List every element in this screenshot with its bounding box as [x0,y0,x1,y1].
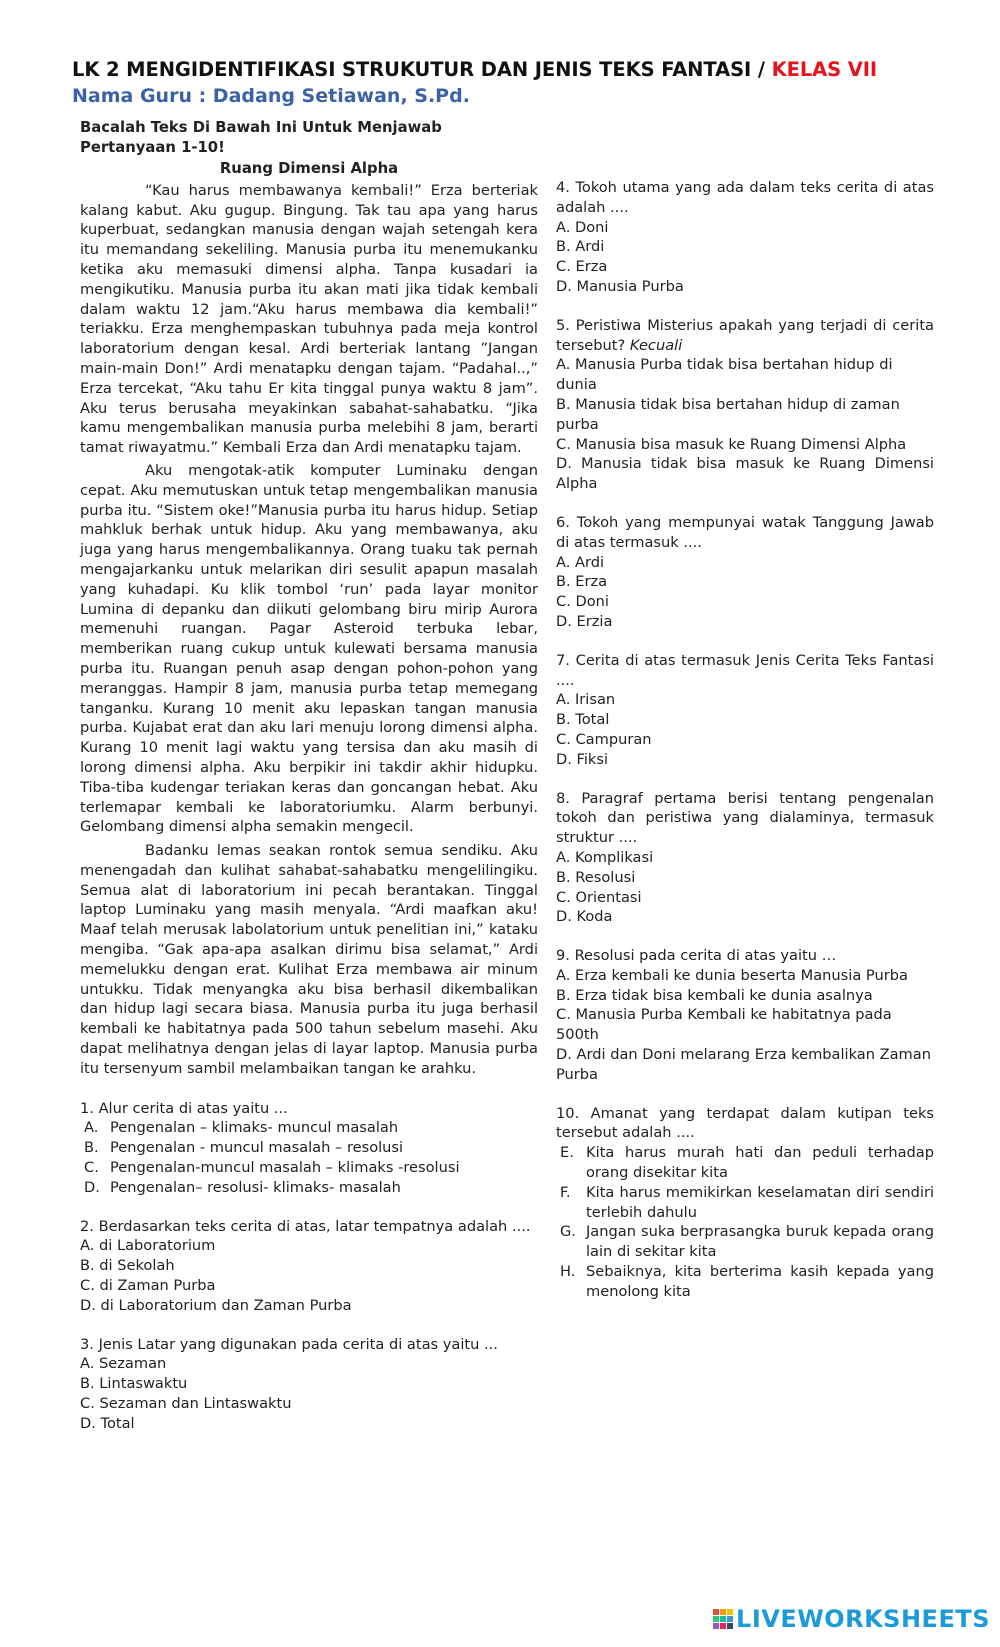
option-letter: B. [84,1139,99,1157]
question-text: 7. Cerita di atas termasuk Jenis Cerita Teks Fantasi .... [556,651,934,689]
option[interactable]: B. Total [556,711,610,729]
option-text: Kita harus memikirkan keselamatan diri sendiri terlebih dahulu [586,1183,934,1221]
option-letter: A. [84,1119,99,1137]
question-text-main: 5. Peristiwa Misterius apakah yang terjadi di cerita tersebut? [556,316,934,354]
option[interactable]: D. Koda [556,908,613,926]
question-6 [556,513,934,632]
option-letter: G. [560,1223,576,1241]
liveworksheets-logo[interactable] [713,1605,990,1633]
option-text: Sebaiknya, kita berterima kasih kepada yang menolong kita [586,1263,934,1300]
option[interactable]: D. Erzia [556,612,613,630]
option-text: Pengenalan-muncul masalah – klimaks -resolusi [110,1159,460,1177]
logo-square [720,1616,726,1622]
question-4 [556,178,934,297]
worksheet-title [72,58,952,81]
story-title: Ruang Dimensi Alpha [219,160,399,177]
option-text: Pengenalan - muncul masalah – resolusi [110,1139,404,1157]
logo-square [720,1623,726,1629]
option-letter: E. [560,1144,574,1162]
question-3 [80,1335,538,1434]
right-column [556,178,934,1321]
option[interactable]: A. di Laboratorium [80,1237,216,1255]
option[interactable]: A. Doni [556,218,609,236]
question-9 [556,946,934,1085]
option[interactable] [80,1178,538,1198]
option[interactable] [556,1262,934,1302]
option[interactable]: A. Erza kembali ke dunia beserta Manusia Purba [556,966,908,984]
option[interactable]: D. Ardi dan Doni melarang Erza kembalikan Zaman Purba [556,1046,931,1083]
question-text: 6. Tokoh yang mempunyai watak Tanggung Jawab di atas termasuk .... [556,513,934,551]
option[interactable]: C. Erza [556,258,608,276]
option[interactable]: B. Resolusi [556,868,636,886]
question-2 [80,1217,538,1316]
story-paragraph-2: Aku mengotak-atik komputer Luminaku dengan cepat. Aku memutuskan untuk tetap mengembalikan manusia purba itu. “Sistem oke!”Manusia purba itu harus hidup. Setiap mahkluk berhak untuk hidup. Aku yang membawanya, aku juga yang harus mengembalikannya. Orang tuaku tak pernah mengajarkanku untuk melarikan diri sesulit apapun masalah yang kuhadapi. Ku klik tombol ‘run’ pada layar monitor Lumina di depanku dan diikuti gelombang biru mirip Aurora memenuhi ruangan. Pagar Asteroid terbuka lebar, memberikan ruang cukup untuk kulewati bersama manusia purba itu. Ruangan penuh asap dengan pohon-pohon yang meranggas. Hampir 8 jam, manusia purba tetap memegang tanganku. Kurang 10 menit aku lepaskan tangan manusia purba. Kujabat erat dan aku lari menuju lorong dimensi alpha. Kurang 10 menit lagi waktu yang tersisa dan aku masih di lorong dimensi alpha. Aku berpikir ini takdir akhir hidupku. Tiba-tiba kudengar teriakan keras dan goncangan hebat. Aku terlemapar kembali ke laboratoriumku. Alarm berbunyi. Gelombang dimensi alpha semakin mengecil. [80,461,538,836]
option[interactable] [556,1222,934,1262]
option[interactable]: D. Manusia Purba [556,277,684,295]
logo-square [727,1616,733,1622]
question-text: 9. Resolusi pada cerita di atas yaitu … [556,947,837,965]
logo-square [713,1616,719,1622]
worksheet-header [72,58,952,107]
option-text: Pengenalan – klimaks- muncul masalah [110,1119,399,1137]
option[interactable]: D. Total [80,1414,135,1432]
option-text: Jangan suka berprasangka buruk kepada orang lain di sekitar kita [586,1223,934,1261]
option[interactable] [80,1158,538,1178]
option[interactable] [556,1183,934,1223]
question-7 [556,651,934,770]
option[interactable]: C. Doni [556,593,609,611]
option[interactable]: B. Ardi [556,238,605,256]
left-column [80,118,538,1453]
option-letter: C. [84,1159,99,1177]
question-text: 1. Alur cerita di atas yaitu ... [80,1099,288,1117]
option[interactable]: B. di Sekolah [80,1257,175,1275]
option[interactable]: A. Irisan [556,691,616,709]
option[interactable]: A. Ardi [556,553,605,571]
option[interactable]: B. Erza [556,573,608,591]
logo-square [720,1609,726,1615]
option[interactable]: D. Fiksi [556,750,609,768]
question-text: 3. Jenis Latar yang digunakan pada cerita di atas yaitu ... [80,1335,498,1353]
logo-square [727,1609,733,1615]
option[interactable]: A. Komplikasi [556,848,654,866]
option[interactable]: A. Sezaman [80,1355,167,1373]
logo-square [713,1623,719,1629]
option[interactable]: D. Manusia tidak bisa masuk ke Ruang Dimensi Alpha [556,455,934,493]
logo-square [713,1609,719,1615]
option[interactable] [80,1138,538,1158]
question-text-exception: Kecuali [629,336,683,354]
question-10 [556,1104,934,1302]
question-8 [556,789,934,928]
option-text: Pengenalan– resolusi- klimaks- masalah [110,1178,401,1196]
question-text: 10. Amanat yang terdapat dalam kutipan teks tersebut adalah .... [556,1104,934,1142]
option[interactable]: C. Manusia bisa masuk ke Ruang Dimensi Alpha [556,435,907,453]
question-text [556,316,934,356]
option[interactable] [80,1118,538,1138]
question-text: 2. Berdasarkan teks cerita di atas, latar tempatnya adalah .... [80,1217,531,1235]
option[interactable]: C. Sezaman dan Lintaswaktu [80,1395,292,1413]
option[interactable]: B. Erza tidak bisa kembali ke dunia asalnya [556,986,873,1004]
option-letter: H. [560,1263,576,1281]
class-label: KELAS VII [771,58,878,81]
option[interactable]: C. Campuran [556,730,652,748]
option-letter: D. [84,1178,100,1196]
title-main: LK 2 MENGIDENTIFIKASI STRUKUTUR DAN JENIS TEKS FANTASI / [72,58,772,81]
option[interactable]: C. Orientasi [556,888,642,906]
story-paragraph-3: Badanku lemas seakan rontok semua sendiku. Aku menengadah dan kulihat sahabat-sahabatku mengelilingiku. Semua alat di laboratorium ini pecah berantakan. Tinggal laptop Luminaku yang masih menyala. “Ardi maafkan aku! Maaf telah merusak labolatorium untuk penelitian ini,” kataku mengiba. “Gak apa-apa asalkan dirimu bisa selamat,” Ardi memelukku dengan erat. Kulihat Erza membawa air minum untukku. Tidak menyangka aku bisa berhasil dikembalikan dan hidup lagi secara biasa. Manusia purba itu juga berhasil kembali ke habitatnya pada 500 tahun sebelum masehi. Aku dapat melihatnya dengan jelas di layar laptop. Manusia purba itu tersenyum sambil melambaikan tangan ke arahku. [80,842,538,1077]
option[interactable]: C. di Zaman Purba [80,1277,216,1295]
question-5 [556,316,934,494]
option-letter: F. [560,1183,571,1201]
teacher-name: Nama Guru : Dadang Setiawan, S.Pd. [72,85,470,107]
option[interactable]: C. Manusia Purba Kembali ke habitatnya pada 500th [556,1006,892,1044]
instruction: Bacalah Teks Di Bawah Ini Untuk Menjawab Pertanyaan 1-10! [80,119,442,156]
option[interactable]: A. Manusia Purba tidak bisa bertahan hidup di dunia [556,356,893,394]
story-paragraph-1: “Kau harus membawanya kembali!” Erza berteriak kalang kabut. Aku gugup. Bingung. Tak tau apa yang harus kuperbuat, sedangkan manusia dengan wajah setengah kera itu memandang sekeliling. Manusia purba itu menemukanku ketika aku memasuki dimensi alpha. Tanpa kusadari ia mengikutiku. Manusia purba itu akan mati jika tidak kembali dalam waktu 12 jam.“Aku harus membawa dia kembali!” teriakku. Erza menghempaskan tubuhnya pada meja kontrol laboratorium dengan kesal. Ardi berteriak lantang ”Jangan main-main Don!” Ardi menatapku dengan tajam. “Padahal..,” Erza tercekat, “Aku tahu Er kita tinggal punya waktu 8 jam”. Aku terus berusaha meyakinkan sabahat-sahabatku. “Jika kamu mengembalikan manusia purba melebihi 8 jam, berarti tamat riwayatmu.” Kembali Erza dan Ardi menatapku tajam. [80,181,538,457]
question-text: 8. Paragraf pertama berisi tentang pengenalan tokoh dan peristiwa yang dialaminya, termasuk struktur .... [556,789,934,847]
logo-square [727,1623,733,1629]
logo-text: LIVEWORKSHEETS [736,1605,990,1633]
question-1 [80,1099,538,1198]
option-text: Kita harus murah hati dan peduli terhadap orang disekitar kita [586,1144,934,1182]
option[interactable] [556,1143,934,1183]
logo-grid-icon [713,1609,733,1629]
option[interactable]: B. Manusia tidak bisa bertahan hidup di zaman purba [556,395,900,433]
option[interactable]: D. di Laboratorium dan Zaman Purba [80,1296,352,1314]
question-text: 4. Tokoh utama yang ada dalam teks cerita di atas adalah .... [556,179,934,216]
option[interactable]: B. Lintaswaktu [80,1375,188,1393]
